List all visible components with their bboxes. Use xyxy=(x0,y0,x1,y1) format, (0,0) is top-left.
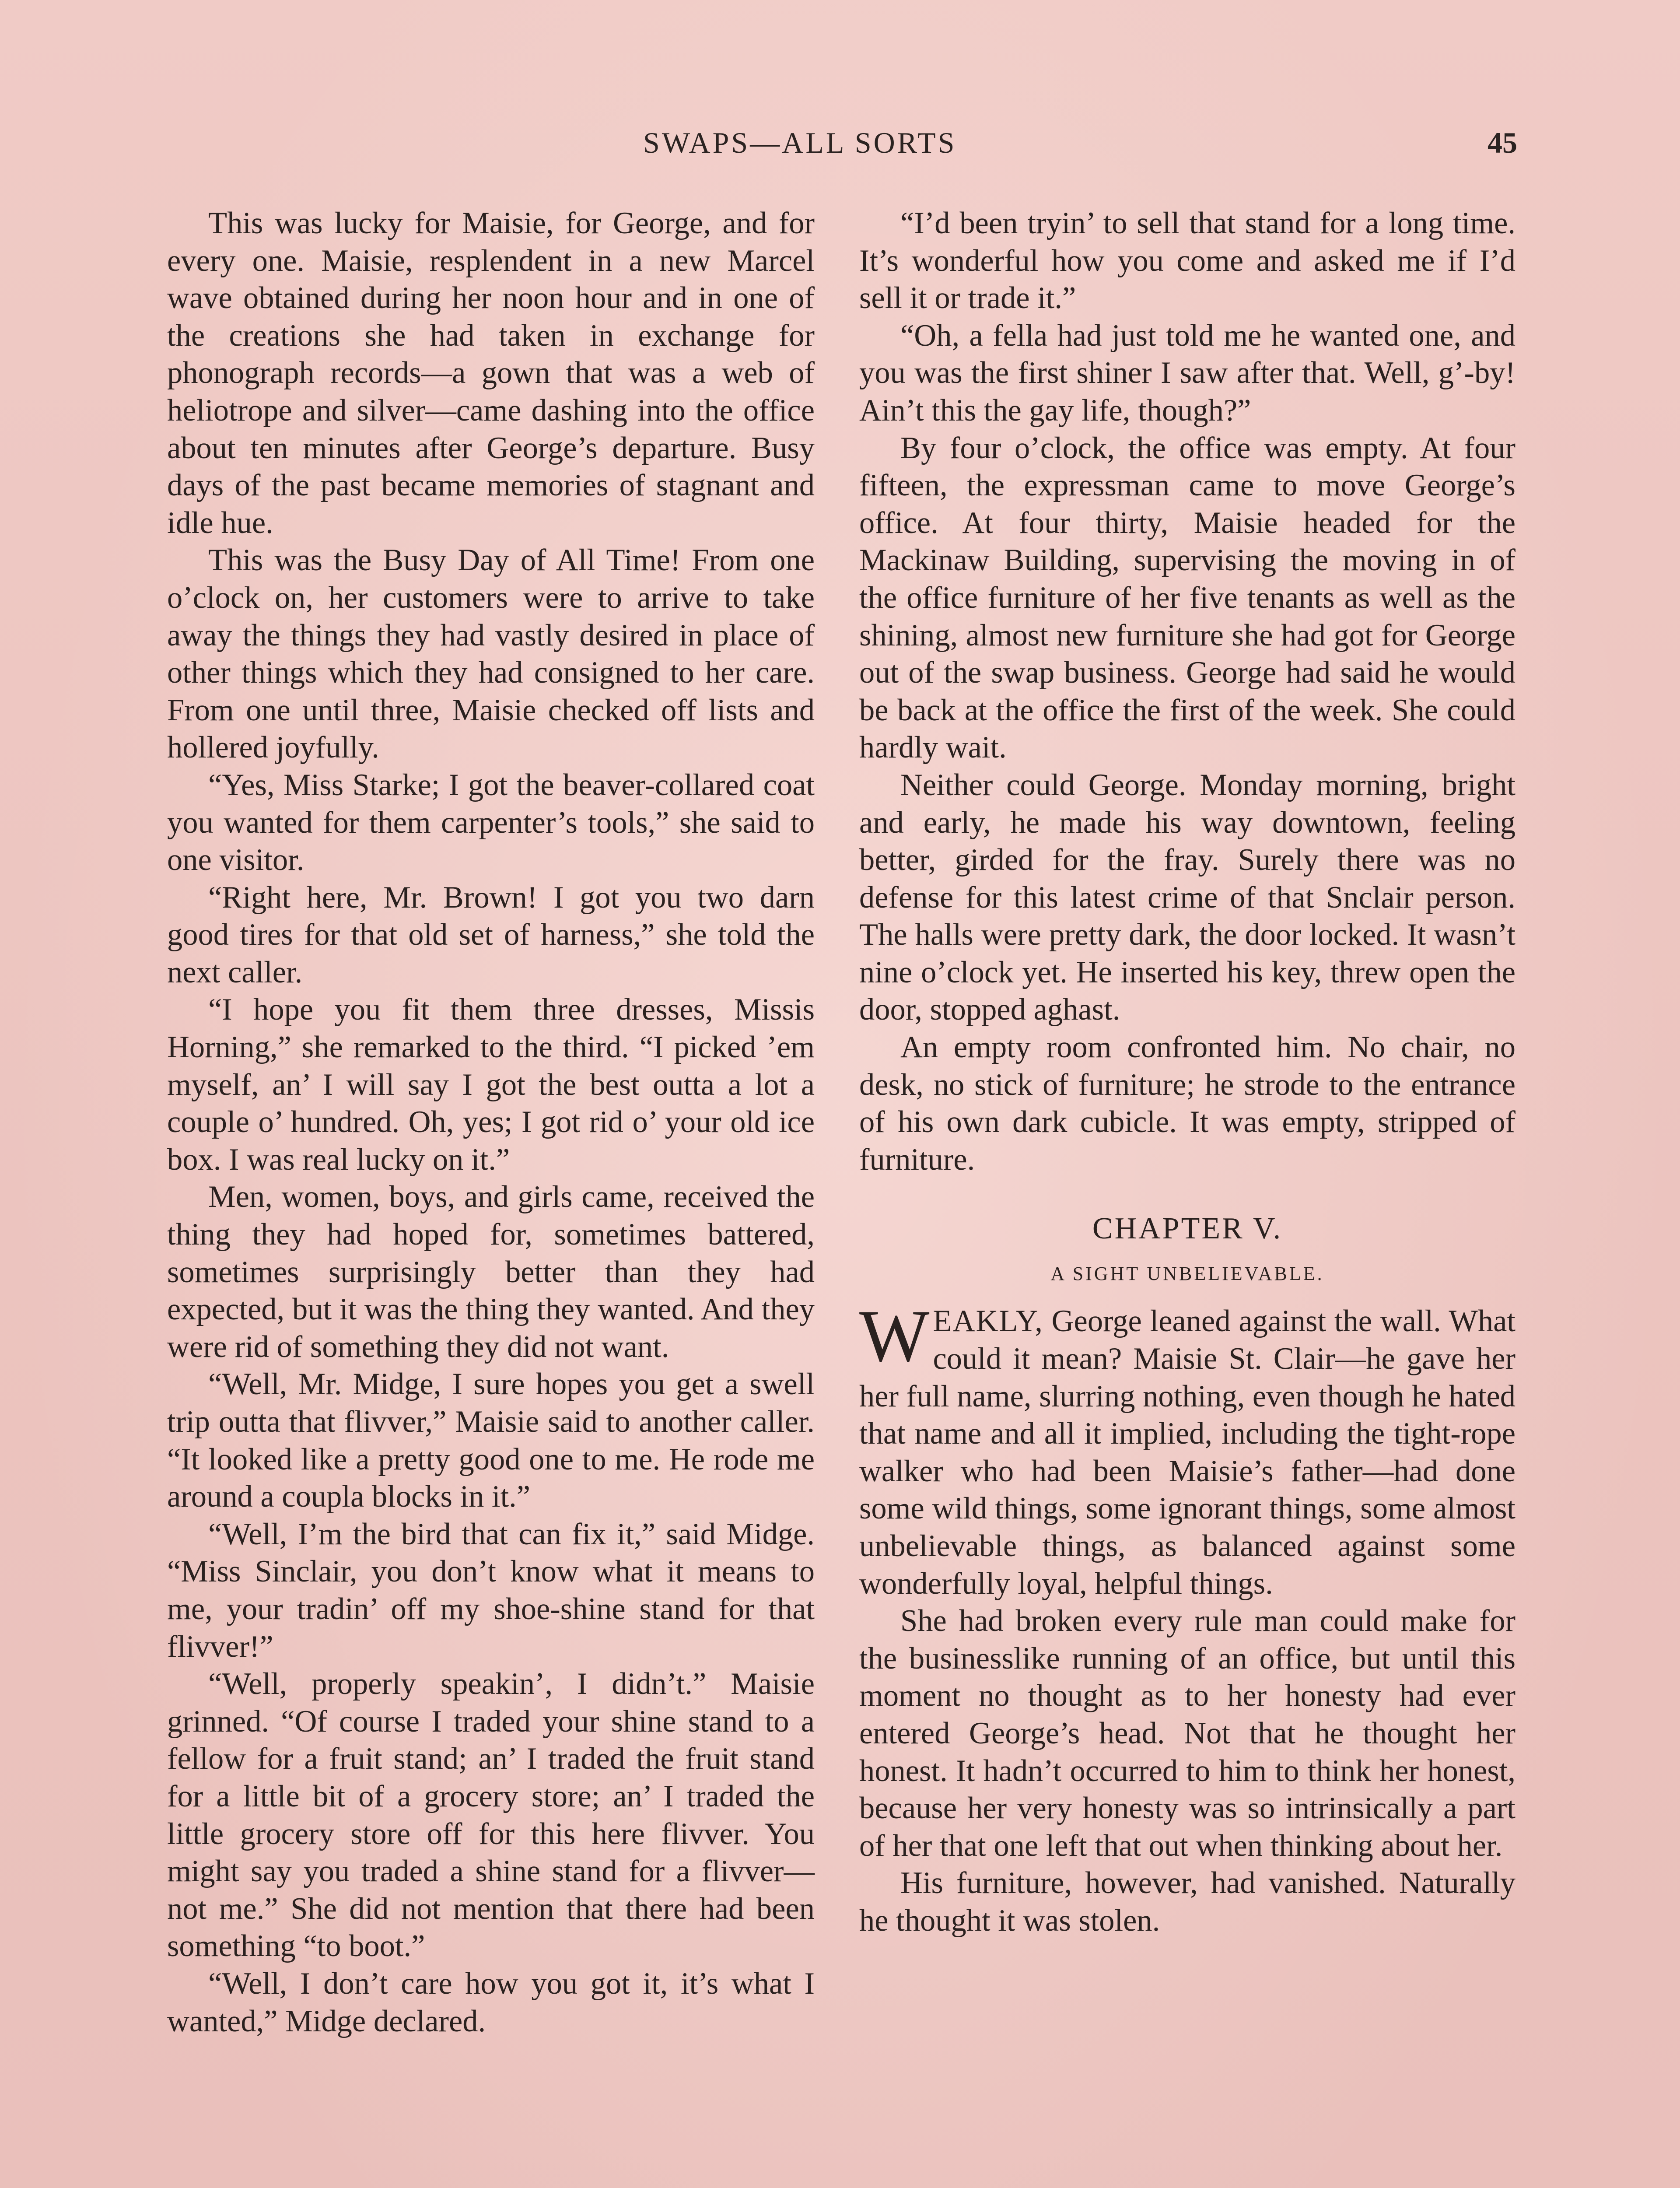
paragraph: “Yes, Miss Starke; I got the beaver-collared coat you wanted for them carpenter’s tools,” she said to one visitor. xyxy=(167,768,815,877)
opening-paragraph-text: George leaned against the wall. What could it mean? Maisie St. Clair—he gave her her full name, slurring nothing, even though he hated that name and all it implied, including the tight-rope walker who had been Maisie’s father—had done some wild things, some ignorant things, some almost unbelievable things, as balanced against some wonderfully loyal, helpful things. xyxy=(859,1304,1516,1601)
drop-cap: W xyxy=(859,1295,930,1378)
paragraph: This was lucky for Maisie, for George, and for every one. Maisie, resplendent in a new Marcel wave obtained during her noon hour and in one of the creations she had taken in exchange for phonograph records—a gown that was a web of heliotrope and silver—came dashing into the office about ten minutes after George’s departure. Busy days of the past became memories of stagnant and idle hue. xyxy=(167,206,815,540)
paragraph: “I’d been tryin’ to sell that stand for a long time. It’s wonderful how you come and asked me if I’d sell it or trade it.” xyxy=(859,206,1516,316)
page-number: 45 xyxy=(1488,126,1517,159)
right-text-column xyxy=(859,205,1516,1940)
running-title: SWAPS—ALL SORTS xyxy=(643,126,957,159)
paragraph: “I hope you fit them three dresses, Missis Horning,” she remarked to the third. “I picked ’em myself, an’ I will say I got the best outta a lot a couple o’ hundred. Oh, yes; I got rid o’ your old ice box. I was real lucky on it.” xyxy=(167,992,815,1177)
paragraph: She had broken every rule man could make for the businesslike running of an office, but until this moment no thought as to her honesty had ever entered George’s head. Not that he thought her honest. It hadn’t occurred to him to think her honest, because her very honesty was so intrinsically a part of her that one left that out when thinking about her. xyxy=(859,1604,1516,1863)
chapter-opening-paragraph xyxy=(859,1295,1516,1602)
paragraph: “Well, properly speakin’, I didn’t.” Maisie grinned. “Of course I traded your shine stand to a fellow for a fruit stand; an’ I traded the fruit stand for a little bit of a grocery store; an’ I traded the little grocery store off for this here flivver. You might say you traded a shine stand for a flivver—not me.” She did not mention that there had been something “to boot.” xyxy=(167,1667,815,1964)
paragraph: “Oh, a fella had just told me he wanted one, and you was the first shiner I saw after that. Well, g’-by! Ain’t this the gay life, though?” xyxy=(859,318,1516,428)
paragraph: An empty room confronted him. No chair, no desk, no stick of furniture; he strode to the entrance of his own dark cubicle. It was empty, stripped of furniture. xyxy=(859,1030,1516,1177)
lead-word: EAKLY, xyxy=(933,1304,1043,1339)
paragraph: “Well, I’m the bird that can fix it,” said Midge. “Miss Sinclair, you don’t know what it means to me, your tradin’ off my shoe-shine stand for that flivver!” xyxy=(167,1517,815,1664)
paragraph: “Well, Mr. Midge, I sure hopes you get a swell trip outta that flivver,” Maisie said to another caller. “It looked like a pretty good one to me. He rode me around a coupla blocks in it.” xyxy=(167,1367,815,1514)
paragraph: Neither could George. Monday morning, bright and early, he made his way downtown, feeling better, girded for the fray. Surely there was no defense for this latest crime of that Snclair person. The halls were pretty dark, the door locked. It wasn’t nine o’clock yet. He inserted his key, threw open the door, stopped aghast. xyxy=(859,768,1516,1027)
paragraph: This was the Busy Day of All Time! From one o’clock on, her customers were to arrive to take away the things they had vastly desired in place of other things which they had consigned to her care. From one until three, Maisie checked off lists and hollered joyfully. xyxy=(167,543,815,765)
left-text-column xyxy=(167,205,815,2040)
chapter-heading: CHAPTER V. xyxy=(1092,1212,1283,1246)
paragraph: “Right here, Mr. Brown! I got you two darn good tires for that old set of harness,” she told the next caller. xyxy=(167,880,815,989)
paragraph: “Well, I don’t care how you got it, it’s what I wanted,” Midge declared. xyxy=(167,1966,815,2038)
paragraph: His furniture, however, had vanished. Naturally he thought it was stolen. xyxy=(859,1866,1516,1938)
paragraph: By four o’clock, the office was empty. At four fifteen, the expressman came to move George’s office. At four thirty, Maisie headed for the Mackinaw Building, supervising the moving in of the office furniture of her five tenants as well as the shining, almost new furniture she had got for George out of the swap business. George had said he would be back at the office the first of the week. She could hardly wait. xyxy=(859,431,1516,765)
paragraph: Men, women, boys, and girls came, received the thing they had hoped for, sometimes battered, sometimes surprisingly better than they had expected, but it was the thing they wanted. And they were rid of something they did not want. xyxy=(167,1180,815,1364)
chapter-subheading: A SIGHT UNBELIEVABLE. xyxy=(1050,1263,1324,1285)
